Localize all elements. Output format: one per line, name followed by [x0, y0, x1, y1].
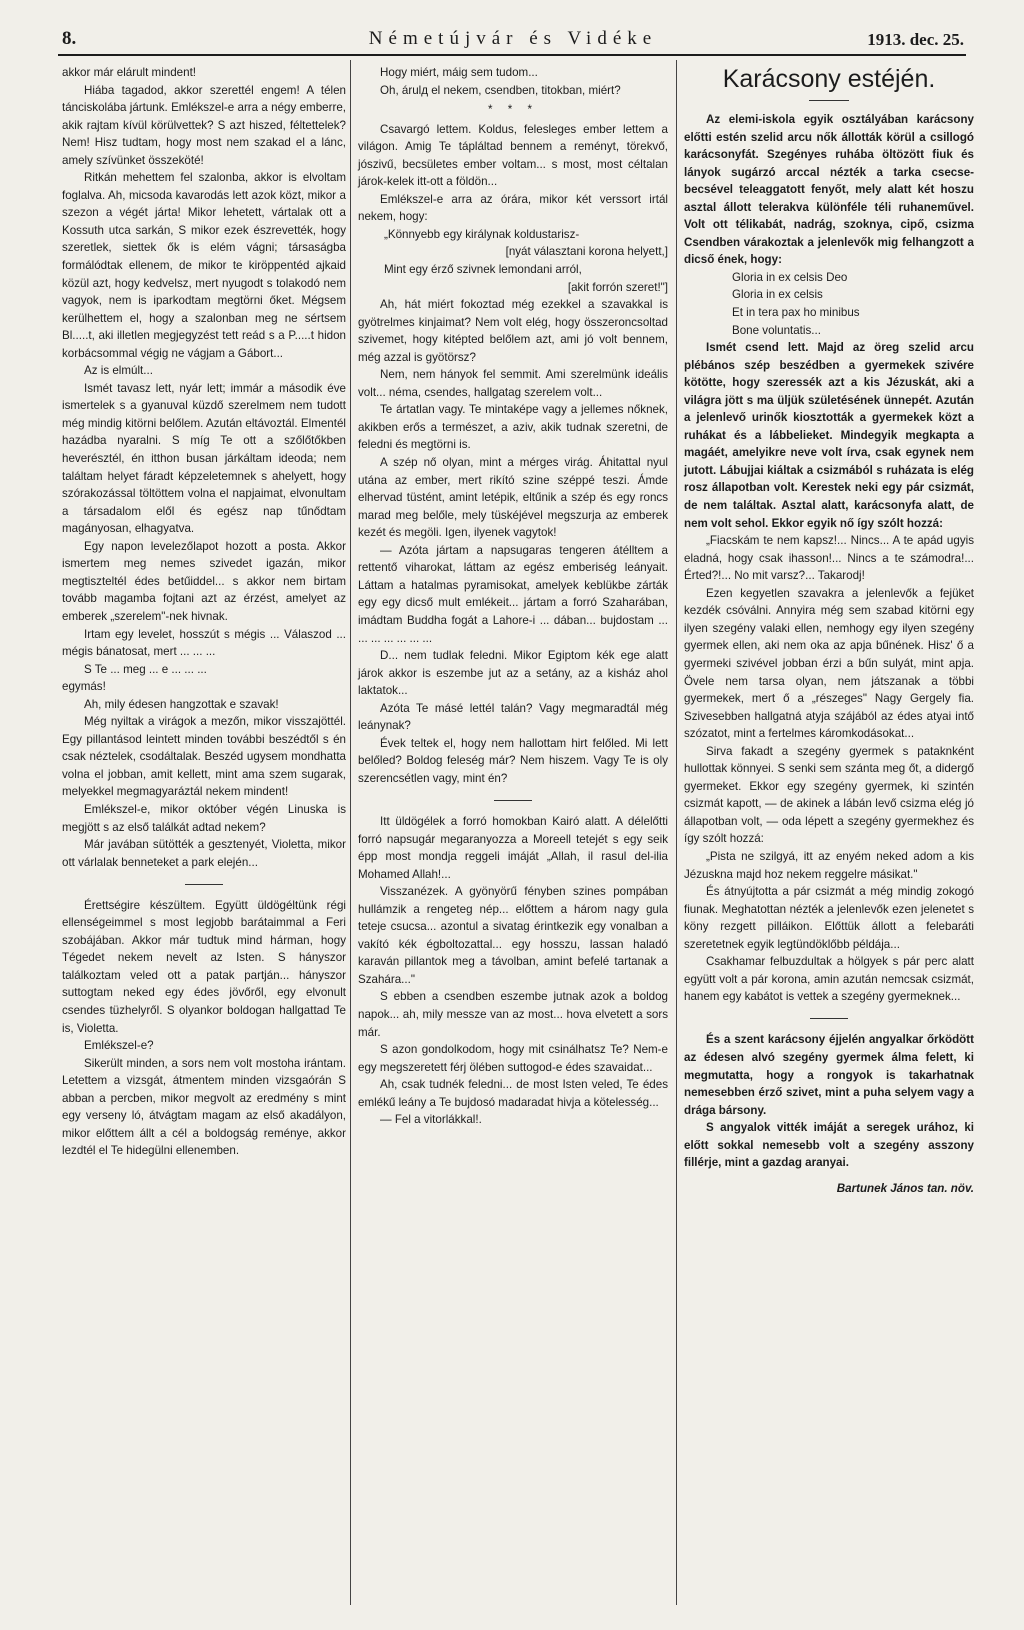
paragraph: egymás!: [62, 680, 106, 694]
column-divider-1: [350, 60, 351, 1605]
poem-line: Mint egy érző szivnek lemondani arról,: [384, 263, 582, 277]
paragraph: „Pista ne szilgyá, itt az enyém neked adom a kis Jézuskna majd hoz nekem reggelre másikat.": [684, 849, 974, 881]
poem-line: [akit forrón szeret!"]: [567, 280, 668, 294]
hymn-line: Gloria in ex celsis: [732, 288, 823, 302]
column-1: [62, 64, 346, 1160]
paragraph: S azon gondolkodom, hogy mit csinálhatsz Te? Nem-e egy megszeretett férj ölében suttogod-e édes szavaidat...: [358, 1043, 668, 1074]
paragraph: Ismét csend lett. Majd az öreg szelid arcu plébános szép beszédben a gyermekek szivére kötötte, hogy szeressék azt a kis Jézuskát, aki a világra jött s ma üljük születésének ünnepét. Azután a jelenlevő urinők kiosztották a gyermekek közt a ruhákat és a lábbelieket. Mindegyik megkapta a magáét, amelyikre neve volt írva, csak egynek nem jutott. Lábujjai kiáltak a csizmából s ruházata is elég rosz állapotban volt. Kerestek neki egy pár csizmát, de nem találtak. Asztal alatt, karácsonyfa alatt, de nem volt sehol. Ekkor egyik nő így szólt hozzá:: [684, 341, 974, 530]
poem-line: [nyát választani korona helyett,]: [505, 245, 668, 259]
paragraph: Visszanézek. A gyönyörű fényben szines pompában hullámzik a rengeteg nép... előttem a három nagy gula teteje csucsa... azontul a sivatag érintkezik egy vonalban a vakító kék égboltozattal... egy hosszu, lassan haladó karaván pillantok meg a távolban, amint befelé tartanak a Szahára...": [358, 885, 668, 986]
section-stars: * * *: [488, 103, 538, 117]
paragraph: Irtam egy levelet, hosszút s mégis ... Válaszod ... mégis bánatosat, mert ... ... ...: [62, 627, 346, 659]
column-3: [684, 64, 974, 1197]
paragraph: Ismét tavasz lett, nyár lett; immár a második éve ismertelek s a gyanuval küzdő szerelmem nem tudott még mindig kitörni belőlem. Azután eltávoztál. Elmentél hazádba nyaralni. S míg Te ott a szőlőtőkben heverésztél, én itthon busan járkáltam ideoda; nem találtam helyet fáradt képzeletemnek s ahelyett, hogy szórakozással töltöttem volna el napjaimat, elvonultam a társadalom elől és egész nap tűnődtam magányosan, elhagyatva.: [62, 381, 346, 536]
issue-date: 1913. dec. 25.: [867, 30, 964, 49]
paragraph: „Fiacskám te nem kapsz!... Nincs... A te apád ugyis eladná, hogy csak ihasson!... Nincs a te számodra!... Érted?!... No mit varsz?... Takarodj!: [684, 534, 974, 583]
paragraph: S Te ... meg ... e ... ... ...: [84, 662, 207, 676]
paragraph: S ebben a csendben eszembe jutnak azok a boldog napok... ah, mily messze van az most... hova elvetett a sors már.: [358, 990, 668, 1039]
masthead: Németújvár és Vidéke: [368, 28, 658, 49]
paragraph: Te ártatlan vagy. Te mintaképe vagy a jellemes nőknek, akikben erős a természet, a aziv, akik tudnak szeretni, de feledni és megtörni is.: [358, 403, 668, 452]
paragraph: Emlékszel-e arra az órára, mikor két verssort irtál nekem, hogy:: [358, 192, 668, 224]
paragraph: Hogy miért, máig sem tudom...: [380, 66, 538, 79]
paragraph: Már javában sütötték a gesztenyét, Violetta, mikor ott várlalak benneteket a park elején...: [62, 838, 346, 869]
paragraph: Itt üldögélek a forró homokban Kairó alatt. A délelőtti forró napsugár megaranyozza a Moreell tetejét s egy seik épp most mondja reggeli imáját „Allah, il rasul del-ilia Mohamed Allah!...: [358, 814, 668, 881]
paragraph: És a szent karácsony éjjelén angyalkar őrködött az édesen alvó szegény gyermek álma felett, ki megmutatta, hogy a rongyok is takarhatnak nemesebben érző szivet, mint a puha selyem vagy a drága bársony.: [684, 1033, 974, 1117]
paragraph: Ah, hát miért fokoztad még ezekkel a szavakkal is gyötrelmes kinjaimat? Nem volt elég, hogy összeroncsoltad szivemet, hogy kitépted belőlem azt, ami jó volt bennem, még azzal is gyötörsz?: [358, 298, 668, 364]
paragraph: Sirva fakadt a szegény gyermek s pataknként hullottak könnyei. S senki sem szánta meg őt, a didergő gyermeket. Ekkor egy szegény gyermek, ki szintén csizmát kapott, — de akinek a lábán levő csizma elég jó állapotban volt, — oda lépett a szegény gyermekhez és így szólt hozzá:: [684, 744, 974, 846]
paragraph: Ritkán mehettem fel szalonba, akkor is elvoltam foglalva. Ah, micsoda kavarodás lett azok közt, mikor a szezon a végét járta! Mikor lehetett, vártalak ott a Kossuth utca sarkán, S mikor ezek észrevették, hogy szeretlek, siettek ők is elém vágni; társaságba formálódtak ellenem, de mikor te kiröppentéd ajkaid közül azt, hogy kedvelsz, mert nyugodt s tolakodó nem vagyok, nem is iparkodtam megtörni őket. Mégsem kerülhettem el, hogy a szalonban meg ne sértsem Bl.....t, aki illetlen megjegyzést tett reád s a P.....t hidon korbácsommal végig ne vágjam a Gábort...: [62, 171, 346, 360]
paragraph: Még nyiltak a virágok a mezőn, mikor visszajöttél. Egy pillantásod leintett minden további beszédtől s én csak néztelek, csodáltalak. Beszéd ugysem mondhatta volna el jobban, amit kellett, mint ama szem sugarak, melyekkel megmagyaráztál nekem mindent!: [62, 715, 346, 799]
paragraph: Sikerült minden, a sors nem volt mostoha irántam. Letettem a vizsgát, átmentem minden vizsgaórán S abban a percben, mikor megvolt az eredmény s mint egy verseny ló, átvágtam magam az első akadályon, mikor előttem állt a cél a boldogság reménye, akkor lezdtél el Te hidegülni ellenemben.: [62, 1056, 346, 1158]
paragraph: Évek teltek el, hogy nem hallottam hirt felőled. Mi lett belőled? Boldog feleség már? Nem hiszem. Vagy Te is oly szerencsétlen vagy, mint én?: [358, 736, 668, 785]
paragraph: — Azóta jártam a napsugaras tengeren átélltem a rettentő viharokat, láttam az egész emberiség leányait. Láttam a hatalmas pyramisokat, amelyek keblükbe zárták egy egy dicső mult emlékeit... jártam a forró Szaharában, imádtam Buddha fogát a Lahore-i ... dában... bujdostam ... ... ... ... ... ... ...: [358, 543, 668, 645]
paragraph: Ah, csak tudnék feledni... de most Isten veled, Te édes emlékű leány a Te bujdosó madaradat hivja a kötelesség...: [358, 1078, 668, 1109]
paragraph: Emlékszel-e, mikor október végén Linuska is megjött s az első találkát adtad nekem?: [62, 802, 346, 834]
column-divider-2: [676, 60, 677, 1605]
section-separator: [684, 1010, 974, 1028]
section-separator: [358, 791, 668, 809]
paragraph: Csakhamar felbuzdultak a hölgyek s pár perc alatt együtt volt a pár korona, amin azután nemcsak csizmát, hanem egy kabátot is vettek a szegény gyermeknek...: [684, 955, 974, 1004]
paragraph: S angyalok vitték imáját a seregek urához, ki előtt sokkal nemesebb volt a szegény asszony fillérje, mint a gazdag aranyai.: [684, 1121, 974, 1170]
paragraph: D... nem tudlak feledni. Mikor Egiptom kék ege alatt járok akkor is eszembe jut az a setány, az a kisház ahol laktatok...: [358, 649, 668, 698]
paragraph: Az is elmúlt...: [84, 364, 153, 378]
hymn-line: Gloria in ex celsis Deo: [732, 270, 848, 284]
paragraph: Csavargó lettem. Koldus, felesleges ember lettem a világon. Amig Te tápláltad bennem a reményt, törekvő, jószivű, becsületes ember voltam... s most, most céltalan járok-kelek itt-ott a földön...: [358, 122, 668, 189]
paragraph: És átnyújtotta a pár csizmát a még mindig zokogó fiunak. Meghatottan nézték a jelenlevők ezen jelenetet s köny rezgett pilláikon. Előttük állott a felebaráti szeretetnek egyik legtündöklőbb példája...: [684, 885, 974, 951]
title-rule: [809, 100, 849, 101]
author-signature: Bartunek János tan. növ.: [836, 1181, 974, 1195]
page-header: [62, 28, 964, 54]
article-title: Karácsony estéjén.: [722, 65, 936, 93]
paragraph: — Fel a vitorlákkal!.: [380, 1113, 482, 1127]
paragraph: Emlékszel-e?: [84, 1039, 154, 1053]
column-2: [358, 64, 668, 1129]
paragraph: akkor már elárult mindent!: [62, 66, 197, 79]
paragraph: Érettségire készültem. Együtt üldögéltünk régi ellenségeimmel s most legjobb barátaimmal a Feri szobájában. Akkor már tudtuk mind hárman, hogy Tégedet nekem nevelt az Isten. S hányszor találkoztam veled ott a patak partján... hányszor suttogtam neked egy édes jövőről, egy elvonult csendes tüzhelyről. S olyankor boldogan hallgattad Te is, Violetta.: [62, 898, 346, 1035]
paragraph: Oh, árulд el nekem, csendben, titokban, miért?: [380, 83, 621, 97]
paragraph: Ezen kegyetlen szavakra a jelenlevők a fejüket kezdék csóválni. Annyira még sem szabad kitörni egy ilyen szegény valaki ellen, nemhogy egy ilyen szegény gyermek ellen, aki nem oka az apja bűnének. Hisz' ő a gyermeki szivével jobban érzi a bűn sulyát, mint apja. Övele nem tarsa olyan, nem játszanak a többi gyermekek, mert ő a „részeges" Nagy Gergely fia. Szivesebben hallgatná atyja szájából az édes atyai intő szózatot, mint a fertelmes káromkodásokat...: [684, 586, 974, 741]
section-separator: [62, 875, 346, 893]
paragraph: Ah, mily édesen hangzottak e szavak!: [84, 697, 279, 711]
paragraph: Az elemi-iskola egyik osztályában karácsony előtti estén szelid arcu nők állották körül a csillogó karácsonyfát. Szegényes ruhába öltözött fiuk és lányok sugárzó arccal nézték a tarka csecse-becsével teleaggatott fenyőt, mely alatt két hoszu asztal állott telerakva különféle téli ruhaneművel. Volt ott télikabát, nadrág, szoknya, cipő, csizma Csendben várakoztak a jelenlevők mig felhangzott a dicső ének, hogy:: [684, 113, 974, 267]
paragraph: Azóta Te másé lettél talán? Vagy megmaradtál még leánynak?: [358, 701, 668, 733]
page-number: 8.: [62, 28, 77, 49]
hymn-line: Et in tera pax ho minibus: [732, 306, 860, 320]
poem-line: „Könnyebb egy királynak koldustarisz-: [384, 227, 580, 241]
paragraph: Hiába tagadod, akkor szerettél engem! A télen tánciskolába jártunk. Emlékszel-e arra a négy emberre, akik rajtam kívül körülvettek? S azt hiszed, féltettelek? Nem! Hisz tudtam, hogy most nem szakad el a lánc, amely szívünket összeköté!: [62, 83, 346, 167]
paragraph: A szép nő olyan, mint a mérges virág. Áhitattal nyul utána az ember, mert rikító szine széppé teszi. Ámde elhervad tüstént, amint letépik, eltűnik a szép és egy roncs marad meg belőle, mely tüskéjével megszurja az emberek kezét és megöli. Igen, ilyenek vagytok!: [358, 456, 668, 540]
header-rule: [58, 54, 966, 56]
paragraph: Nem, nem hányok fel semmit. Ami szerelmünk ideális volt... néma, csendes, hallgatag szerelem volt...: [358, 368, 668, 399]
hymn-line: Bone voluntatis...: [732, 323, 821, 337]
paragraph: Egy napon levelezőlapot hozott a posta. Akkor ismertem meg nemes szivedet igazán, mikor megtiszteltél édes betűiddel... s akkor nem birtam tovább magamba fojtani azt az érzést, amelyet az emberek „szerelem"-nek hivnak.: [62, 539, 346, 623]
